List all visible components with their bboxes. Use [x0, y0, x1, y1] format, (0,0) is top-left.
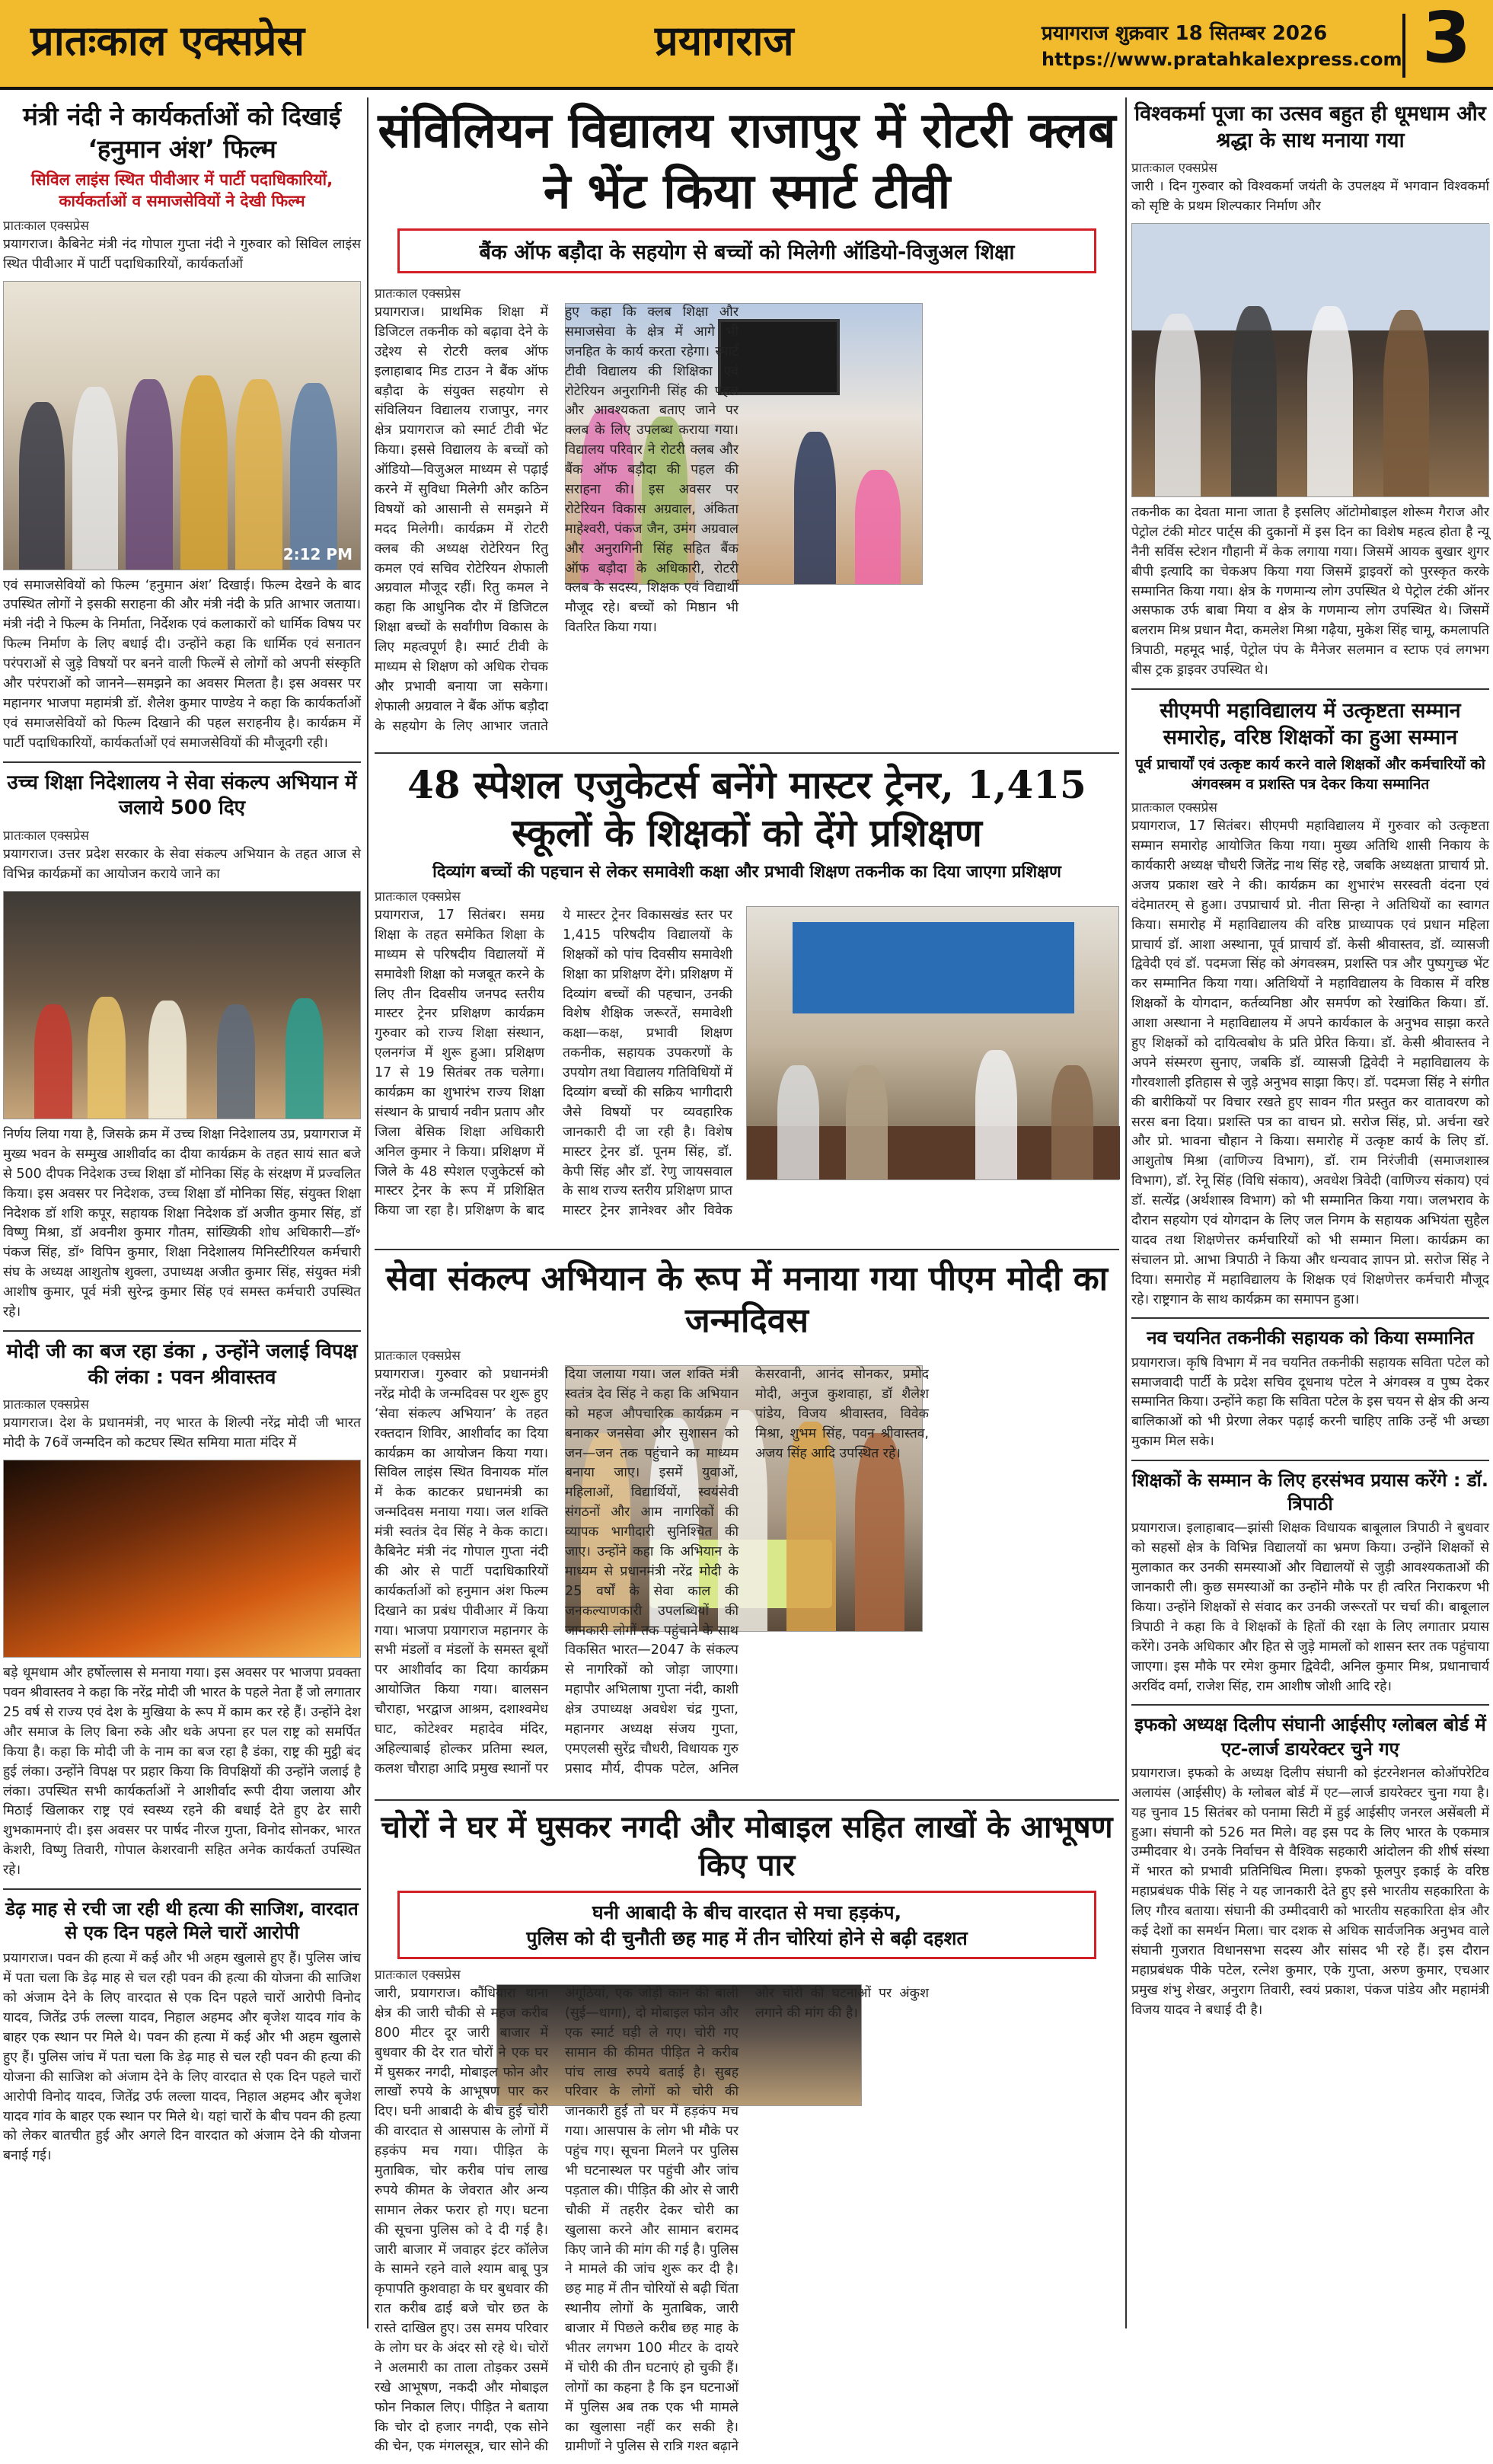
byline: प्रातःकाल एक्सप्रेस [375, 889, 461, 905]
byline: प्रातःकाल एक्सप्रेस [3, 218, 89, 234]
photo-film-screening [3, 281, 361, 570]
boxed-deck [397, 1891, 1096, 1959]
headline: मंत्री नंदी ने कार्यकर्ताओं को दिखाई ‘हनुमान अंश’ फिल्म [23, 101, 341, 164]
byline: प्रातःकाल एक्सप्रेस [1131, 800, 1217, 816]
article-body: निर्णय लिया गया है, जिसके क्रम में उच्च शिक्षा निदेशालय उप्र, प्रयागराज में मुख्य भवन के सम्मुख आशीर्वाद का दीया कार्यक्रम के तहत सायं सात बजे से 500 दीपक निदेशक उच्च शिक्षा डॉ मोनिका सिंह के संरक्षण में प्रज्वलित किया। इस अवसर पर निदेशक, उच्च शिक्षा डॉ मोनिका सिंह, संयुक्त शिक्षा निदेशक डॉ शशि कपूर, सहायक शिक्षा निदेशक डॉ अजीत कुमार सिंह, डॉ विष्णु मिश्रा, डॉ अवनीश कुमार गौतम, सांख्यिकी शोध अधिकारी—डॉ॰ पंकज सिंह, डॉ॰ विपिन कुमार, शिक्षा निदेशालय मिनिस्टीरियल कर्मचारी संघ के अध्यक्ष आशुतोष शुक्ला, उपाध्यक्ष अजीत कुमार सिंह, संयुक्त मंत्री आशीष कुमार, पूर्व मंत्री सुरेन्द्र कुमार सिंह एवं समस्त कर्मचारी उपस्थित रहे। [3, 1126, 361, 1320]
headline: चोरों ने घर में घुसकर नगदी और मोबाइल सहित लाखों के आभूषण किए पार [381, 1809, 1113, 1883]
headline: मोदी जी का बज रहा डंका , उन्होंने जलाई विपक्ष की लंका : पवन श्रीवास्तव [6, 1339, 358, 1389]
masthead-divider [1402, 14, 1405, 78]
article-teachers-honour [1131, 1469, 1489, 1696]
article-technical-assistant [1131, 1326, 1489, 1452]
photo-timestamp: 2:12 PM [282, 544, 353, 563]
headline: उच्च शिक्षा निदेशालय ने सेवा संकल्प अभियान में जलाये 500 दिए [7, 771, 357, 820]
article-cmp-honour [1131, 697, 1489, 1310]
boxed-deck: बैंक ऑफ बड़ौदा के सहयोग से बच्चों को मिलेगी ऑडियो-विजुअल शिक्षा [397, 228, 1096, 273]
deck: सिविल लाइंस स्थित पीवीआर में पार्टी पदाधिकारियों, कार्यकर्ताओं व समाजसेवियों ने देखी फिल्म [30, 170, 333, 210]
center-column [375, 101, 1119, 2455]
article-theft [375, 1808, 1119, 2464]
article-body: एवं समाजसेवियों को फिल्म ‘हनुमान अंश’ दिखाई। फिल्म देखने के बाद उपस्थित लोगों ने इसकी सराहना की और मंत्री नंदी के प्रति आभार जताया। मंत्री नंदी ने फिल्म के निर्माता, निर्देशक एवं कलाकारों को धार्मिक विषय पर फिल्म निर्माण के लिए बधाई दी। उन्होंने कहा कि धार्मिक एवं सनातन परंपराओं से जुड़े विषयों पर बनने वाली फिल्में से लोगों को अपनी संस्कृति और परंपराओं को जानने—समझने का अवसर मिलता है। इस अवसर पर महानगर भाजपा महामंत्री डॉ. शैलेश कुमार पाण्डेय ने कहा कि कार्यकर्ताओं एवं समाजसेवियों को फिल्म दिखाने की पहल सराहनीय है। कार्यक्रम में पार्टी पदाधिकारियों, कार्यकर्ताओं एवं समाजसेवियों की मौजूदगी रही। [3, 577, 361, 751]
divider [1131, 1704, 1489, 1706]
headline: सेवा संकल्प अभियान के रूप में मनाया गया पीएम मोदी का जन्मदिवस [385, 1259, 1109, 1340]
headline: इफको अध्यक्ष दिलीप संघानी आईसीए ग्लोबल बोर्ड में एट-लार्ज डायरेक्टर चुने गए [1134, 1714, 1486, 1760]
photo-diya-celebration [3, 1460, 361, 1658]
photo-training-session [746, 906, 1119, 1180]
article-vishwakarma-puja [1131, 101, 1489, 681]
headline: शिक्षकों के सम्मान के लिए हरसंभव प्रयास करेंगे : डॉ. त्रिपाठी [1131, 1470, 1489, 1515]
article-body: प्रयागराज, 17 सितंबर। समग्र शिक्षा के तहत समेकित शिक्षा के माध्यम से परिषदीय विद्यालयों में समावेशी शिक्षा को मजबूत करने के लिए तीन दिवसीय जनपद स्तरीय मास्टर ट्रेनर प्रशिक्षण कार्यक्रम गुरुवार को राज्य शिक्षा संस्थान, एलनगंज में शुरू हुआ। प्रशिक्षण 17 से 19 सितंबर तक चलेगा। कार्यक्रम का शुभारंभ राज्य शिक्षा संस्थान के प्राचार्य नवीन प्रताप और जिला बेसिक शिक्षा अधिकारी अनिल कुमार ने किया। प्रशिक्षण में जिले के 48 स्पेशल एजुकेटर्स को मास्टर ट्रेनर के रूप में प्रशिक्षित किया जा रहा है। प्रशिक्षण के बाद ये मास्टर ट्रेनर विकासखंड स्तर पर 1,415 परिषदीय विद्यालयों के शिक्षकों को पांच दिवसीय समावेशी शिक्षा का प्रशिक्षण देंगे। प्रशिक्षण में दिव्यांग बच्चों की पहचान, उनकी विशेष शैक्षिक जरूरतें, समावेशी कक्षा—कक्ष, प्रभावी शिक्षण तकनीक, सहायक उपकरणों के उपयोग तथा विद्यालय गतिविधियों में दिव्यांग बच्चों की सक्रिय भागीदारी जैसे विषयों पर व्यवहारिक जानकारी दी जा रही है। विशेष मास्टर ट्रेनर डॉ. पूनम सिंह, डॉ. केपी सिंह और डॉ. रेणु जायसवाल के साथ राज्य स्तरीय प्रशिक्षण प्राप्त मास्टर ट्रेनर ज्ञानेश्वर और विवेक [375, 908, 732, 1219]
divider [3, 761, 361, 763]
article-body: तकनीक का देवता माना जाता है इसलिए ऑटोमोबाइल शोरूम गैराज और पेट्रोल टंकी मोटर पार्ट्स की दुकानों में इस दिन का विशेष महत्व होता है न्यू नैनी सर्विस स्टेशन गौहानी में केक लगाया गया। जिसमें आयक बुखार शुगर बीपी इत्यादि का चेकअप किया गया जिसमें ड्राइवरों को पुरस्कृत करके सम्मानित किया गया। क्षेत्र के गणमान्य लोग उपस्थित थे पेट्रोल टंकी ऑनर असफाक उर्फ बाबा मिया व क्षेत्र के गणमान्य लोग उपस्थित थे। जिसमें बलराम मिश्र प्रधान मैदा, कमलेश मिश्रा गढ़ैया, मुकेश सिंह चामू, कमलापति त्रिपाठी, महमूद भाई, पेट्रोल पंप के मैनेजर सलमान व स्टाफ एवं लगभग बीस ट्रक ड्राइवर उपस्थित थे। [1131, 504, 1489, 678]
article-lead: प्रयागराज। उत्तर प्रदेश सरकार के सेवा संकल्प अभियान के तहत आज से विभिन्न कार्यक्रमों का आयोजन कराये जाने का [3, 847, 361, 883]
photo-diya-lighting [3, 891, 361, 1119]
article-body: प्रयागराज। इलाहाबाद—झांसी शिक्षक विधायक बाबूलाल त्रिपाठी ने बुधवार को सहसों क्षेत्र के विभिन्न विद्यालयों का भ्रमण किया। उन्होंने शिक्षकों से मुलाकात कर उनकी समस्याओं और विद्यालयों से जुड़ी आवश्यकताओं की जानकारी ली। कुछ समस्याओं का उन्होंने मौके पर ही त्वरित निराकरण भी किया। उन्होंने शिक्षकों से संवाद कर उनकी जरूरतों पर चर्चा की। बाबूलाल त्रिपाठी ने कहा कि वे शिक्षकों के हितों की रक्षा के लिए लगातार प्रयास करेंगे। उनके अधिकार और हित से जुड़े मामलों को शासन स्तर तक पहुंचाया जाएगा। इस मौके पर रमेश कुमार द्विवेदी, अनिल कुमार मिश्र, प्रधानाचार्य अरविंद वर्मा, राजेश सिंह, राम आशीष जोशी आदि रहे। [1131, 1521, 1489, 1694]
article-body: प्रयागराज। गुरुवार को प्रधानमंत्री नरेंद्र मोदी के जन्मदिवस पर शुरू हुए ‘सेवा संकल्प अभियान’ के तहत रक्तदान शिविर, आशीर्वाद का दिया कार्यक्रम का आयोजन किया गया। सिविल लाइंस स्थित विनायक मॉल में केक काटकर प्रधानमंत्री का जन्मदिवस मनाया गया। जल शक्ति मंत्री स्वतंत्र देव सिंह ने केक काटा। कैबिनेट मंत्री नंद गोपाल गुप्ता नंदी की ओर से पार्टी पदाधिकारियों कार्यकर्ताओं को हनुमान अंश फिल्म दिखाने का प्रबंध पीवीआर में किया गया। भाजपा प्रयागराज महानगर के सभी मंडलों व मंडलों के समस्त बूथों पर आशीर्वाद का दिया कार्यक्रम आयोजित किया गया। बालसन चौराहा, भरद्वाज आश्रम, दशाश्वमेध घाट, कोटेश्वर महादेव मंदिर, अहिल्याबाई होल्कर प्रतिमा स्थल, कलश चौराहा आदि प्रमुख स्थानों पर दिया जलाया गया। जल शक्ति मंत्री स्वतंत्र देव सिंह ने कहा कि अभियान को महज औपचारिक कार्यक्रम न बनाकर जनसेवा और सुशासन को जन—जन तक पहुंचाने का माध्यम बनाया जाए। इसमें युवाओं, महिलाओं, विद्यार्थियों, स्वयंसेवी संगठनों और आम नागरिकों की व्यापक भागीदारी सुनिश्चित की जाए। उन्होंने कहा कि अभियान के माध्यम से प्रधानमंत्री नरेंद्र मोदी के 25 वर्षों के सेवा काल की जनकल्याणकारी उपलब्धियों की जानकारी लोगों तक पहुंचाने के साथ विकसित भारत—2047 के संकल्प से नागरिकों को जोड़ा जाएगा। महापौर अभिलाषा गुप्ता नंदी, काशी क्षेत्र उपाध्यक्ष अवधेश चंद्र गुप्ता, महानगर अध्यक्ष संजय गुप्ता, एमएलसी सुरेंद्र चौधरी, विधायक गुरु प्रसाद मौर्य, दीपक पटेल, अनिल केसरवानी, आनंद सोनकर, प्रमोद मोदी, अनुज कुशवाहा, डॉ शैलेश पांडेय, विजय श्रीवास्तव, विवेक मिश्रा, शुभम सिंह, पवन श्रीवास्तव, अजय सिंह आदि उपस्थित रहे। [375, 1367, 929, 1776]
right-column [1131, 101, 1489, 2332]
headline: 48 स्पेशल एजुकेटर्स बनेंगे मास्टर ट्रेनर, 1,415 स्कूलों के शिक्षकों को देंगे प्रशिक्षण [407, 762, 1086, 855]
headline: नव चयनित तकनीकी सहायक को किया सम्मानित [1147, 1327, 1474, 1349]
article-hanuman-film [3, 101, 361, 754]
divider [1131, 1460, 1489, 1461]
lead-headline: संविलियन विद्यालय राजापुर में रोटरी क्लब ने भेंट किया स्मार्ट टीवी [378, 102, 1116, 220]
article-body: प्रयागराज। इफको के अध्यक्ष दिलीप संघानी को इंटरनेशनल कोऑपरेटिव अलायंस (आईसीए) के ग्लोबल बोर्ड में एट—लार्ज डायरेक्टर चुना गया है। यह चुनाव 15 सितंबर को पनामा सिटी में हुई आईसीए जनरल असेंबली में हुआ। संघानी को 526 मत मिले। वह इस पद के लिए भारत के एकमात्र उम्मीदवार थे। उनके निर्वाचन से वैश्विक सहकारी आंदोलन की शीर्ष संस्था में भारत को प्रभावी प्रतिनिधित्व मिला। इफको फूलपुर इकाई के वरिष्ठ महाप्रबंधक पीके सिंह ने यह जानकारी देते हुए इसे भारतीय सहकारिता के लिए गौरव बताया। संघानी की उम्मीदवारी को भारतीय सहकारिता क्षेत्र और कई देशों का समर्थन मिला। चार दशक से अधिक सार्वजनिक अनुभव वाले संघानी गुजरात विधानसभा सदस्य और सांसद भी रहे हैं। इस दौरान महाप्रबंधक पीके पटेल, रत्नेश कुमार, एके गुप्ता, अरुण कुमार, एचआर प्रमुख शंभु शेखर, अनुराग तिवारी, स्वयं प्रकाश, पंकज पांडेय और महामंत्री विजय यादव ने बधाई दी है। [1131, 1765, 1489, 2018]
byline: प्रातःकाल एक्सप्रेस [3, 1397, 89, 1413]
paper-name: प्रातःकाल एक्सप्रेस [30, 17, 305, 65]
byline: प्रातःकाल एक्सप्रेस [375, 286, 461, 302]
article-iffco-ica [1131, 1713, 1489, 2020]
page-number: 3 [1422, 0, 1472, 78]
article-lead: प्रयागराज। देश के प्रधानमंत्री, नए भारत के शिल्पी नरेंद्र मोदी जी भारत मोदी के 76वें जन्मदिन को कटघर स्थित समिया माता मंदिर में [3, 1416, 361, 1451]
divider [375, 1249, 1119, 1250]
headline: सीएमपी महाविद्यालय में उत्कृष्टता सम्मान समारोह, वरिष्ठ शिक्षकों का हुआ सम्मान [1160, 698, 1461, 750]
city-name: प्रयागराज [655, 17, 794, 65]
article-body: जारी, प्रयागराज। कौंधियारा थाना क्षेत्र की जारी चौकी से महज करीब 800 मीटर दूर जारी बाजार में बुधवार की देर रात चोरों ने एक घर में घुसकर नगदी, मोबाइल फोन और लाखों रुपये के आभूषण पार कर दिए। घनी आबादी के बीच हुई चोरी की वारदात से आसपास के लोगों में हड़कंप मच गया। पीड़ित के मुताबिक, चोर करीब पांच लाख रुपये कीमत के जेवरात और अन्य सामान लेकर फरार हो गए। घटना की सूचना पुलिस को दे दी गई है। जारी बाजार में जवाहर इंटर कॉलेज के सामने रहने वाले श्याम बाबू पुत्र कृपापति कुशवाहा के घर बुधवार की रात करीब ढाई बजे चोर छत के रास्ते दाखिल हुए। उस समय परिवार के लोग घर के अंदर सो रहे थे। चोरों ने अलमारी का ताला तोड़कर उसमें रखे आभूषण, नकदी और मोबाइल फोन निकाल लिए। पीड़ित ने बताया कि चोर दो हजार नगदी, एक सोने की चेन, एक मंगलसूत्र, चार सोने की अंगूठियां, एक जोड़ी कान की बाली (सुई—धागा), दो मोबाइल फोन और एक स्मार्ट घड़ी ले गए। चोरी गए सामान की कीमत पीड़ित ने करीब पांच लाख रुपये बताई है। सुबह परिवार के लोगों को चोरी की जानकारी हुई तो घर में हड़कंप मच गया। आसपास के लोग भी मौके पर पहुंच गए। सूचना मिलने पर पुलिस भी घटनास्थल पर पहुंची और जांच पड़ताल की। पीड़ित की ओर से जारी चौकी में तहरीर देकर चोरी का खुलासा करने और सामान बरामद किए जाने की मांग की गई है। पुलिस ने मामले की जांच शुरू कर दी है। छह माह में तीन चोरियों से बढ़ी चिंता स्थानीय लोगों के मुताबिक, जारी बाजार में पिछले करीब छह माह के भीतर लगभग 100 मीटर के दायरे में चोरी की तीन घटनाएं हो चुकी हैं। लोगों का कहना है कि इन घटनाओं में पुलिस अब तक एक भी मामले का खुलासा नहीं कर सकी है। ग्रामीणों ने पुलिस से रात्रि गश्त बढ़ाने और चोरी की घटनाओं पर अंकुश लगाने की मांग की है। [375, 1986, 929, 2455]
divider [375, 1799, 1119, 1801]
headline: डेढ़ माह से रची जा रही थी हत्या की साजिश, वारदात से एक दिन पहले मिले चारों आरोपी [5, 1898, 359, 1944]
divider [1131, 688, 1489, 690]
article-body: प्रयागराज। पवन की हत्या में कई और भी अहम खुलासे हुए हैं। पुलिस जांच में पता चला कि डेढ़ माह से चल रही पवन की हत्या की योजना की साजिश को अंजाम देने के लिए वारदात से एक दिन पहले चारों आरोपी विनोद यादव, जितेंद्र उर्फ लल्ला यादव, निहाल अहमद और बृजेश यादव गांव के बाहर एक स्थान पर मिले थे। पवन की हत्या में कई और भी अहम खुलासे हुए हैं। पुलिस जांच में पता चला कि डेढ़ माह से चल रही पवन की हत्या की योजना की साजिश को अंजाम देने के लिए वारदात से एक दिन पहले चारों आरोपी विनोद यादव, जितेंद्र उर्फ लल्ला यादव, निहाल अहमद और बृजेश यादव गांव के बाहर एक स्थान पर मिले थे। यहां चारों के बीच पवन की हत्या को लेकर बातचीत हुई और अगले दिन वारदात को अंजाम देने की योजना बनाई गई। [3, 1951, 361, 2164]
divider [3, 1888, 361, 1890]
divider [375, 752, 1119, 754]
article-lead: प्रयागराज। कैबिनेट मंत्री नंद गोपाल गुप्ता नंदी ने गुरुवार को सिविल लाइंस स्थित पीवीआर में पार्टी पदाधिकारियों, कार्यकर्ताओं [3, 236, 361, 272]
website-url[interactable]: https://www.pratahkalexpress.com [1042, 49, 1402, 70]
article-deepotsav [3, 771, 361, 1323]
article-body: प्रयागराज, 17 सितंबर। सीएमपी महाविद्यालय में गुरुवार को उत्कृष्टता सम्मान समारोह आयोजित किया गया। मुख्य अतिथि शासी निकाय के कार्यकारी अध्यक्ष चौधरी जितेंद्र नाथ सिंह रहे, जबकि अध्यक्षता प्राचार्य प्रो. अजय प्रकाश खरे ने की। कार्यक्रम का शुभारंभ सरस्वती वंदना एवं वंदेमातरम् से हुआ। उपप्राचार्य प्रो. नीता सिन्हा ने अतिथियों का स्वागत किया। समारोह में महाविद्यालय की वरिष्ठ प्राध्यापक एवं प्रधान महिला प्राचार्य डॉ. आशा अस्थाना, पूर्व प्राचार्य डॉ. केसी श्रीवास्तव, डॉ. व्यासजी द्विवेदी एवं डॉ. पदमजा सिंह को अंगवस्त्रम, प्रशस्ति पत्र और पुष्पगुच्छ भेंट कर सम्मानित किया गया। अतिथियों ने महाविद्यालय के विकास में वरिष्ठ शिक्षकों के योगदान, कर्तव्यनिष्ठा और समर्पण को रेखांकित किया। डॉ. आशा अस्थाना ने महाविद्यालय में अपने कार्यकाल के अनुभव साझा करते हुए शिक्षकों को दायित्वबोध के प्रति प्रेरित किया। डॉ. केसी श्रीवास्तव ने अपने संस्मरण सुनाए, जबकि डॉ. व्यासजी द्विवेदी ने महाविद्यालय के गौरवशाली इतिहास से जुड़े अनुभव साझा किए। डॉ. पदमजा सिंह ने संगीत की बारीकियों पर विचार रखते हुए सावन गीत प्रस्तुत कर वातावरण को सरस बना दिया। प्रशस्ति पत्र का वाचन प्रो. सरोज सिंह, प्रो. अर्चना खरे और प्रो. भावना चौहान ने किया। समारोह में उत्कृष्ट कार्य के लिए डॉ. आशुतोष मिश्रा (वाणिज्य विभाग), डॉ. राम निरंजीवी (समाजशास्त्र विभाग), डॉ. रेनू सिंह (विधि संकाय), अवधेश त्रिवेदी (वाणिज्य संकाय) एवं डॉ. सत्येंद्र (अर्थशास्त्र विभाग) को भी सम्मानित किया गया। जलभराव के दौरान सहयोग एवं योगदान के लिए जल निगम के सहायक अभियंता सुहैल यादव तथा शिक्षणेत्तर कर्मचारियों को भी सम्मान मिला। कार्यक्रम का संचालन प्रो. आभा त्रिपाठी ने किया और धन्यवाद ज्ञापन प्रो. सरोज सिंह ने दिया। समारोह में महाविद्यालय के शिक्षक एवं शिक्षणेत्तर कर्मचारी मौजूद रहे। राष्ट्रगान के साथ कार्यक्रम का समापन हुआ। [1131, 819, 1489, 1307]
article-body: प्रयागराज। कृषि विभाग में नव चयनित तकनीकी सहायक सविता पटेल को समाजवादी पार्टी के प्रदेश सचिव दूधनाथ पटेल ने अंगवस्त्र व पुष्प देकर सम्मानित किया। उन्होंने कहा कि सविता पटेल के इस चयन से क्षेत्र की अन्य बालिकाओं को भी प्रेरणा लेकर पढ़ाई करनी चाहिए ताकि उन्हें भी अच्छा मुकाम मिल सके। [1131, 1355, 1489, 1450]
byline: प्रातःकाल एक्सप्रेस [375, 1348, 461, 1364]
deck: पूर्व प्राचार्यों एवं उत्कृष्ट कार्य करने वाले शिक्षकों और कर्मचारियों को अंगवस्त्रम व प्रशस्ति पत्र देकर किया सम्मानित [1135, 756, 1485, 793]
deck-line-2: पुलिस को दी चुनौती छह माह में तीन चोरियां होने से बढ़ी दहशत [526, 1927, 968, 1949]
divider [1131, 1317, 1489, 1319]
column-divider [1125, 97, 1127, 2328]
masthead [0, 0, 1493, 90]
article-modi-birthday [375, 1258, 1119, 1792]
divider [3, 1330, 361, 1332]
byline: प्रातःकाल एक्सप्रेस [1131, 161, 1217, 177]
article-murder-conspiracy [3, 1897, 361, 2166]
article-lead: जारी । दिन गुरुवार को विश्वकर्मा जयंती के उपलक्ष्य में भगवान विश्वकर्मा को सृष्टि के प्रथम शिल्पकार निर्माण और [1131, 179, 1489, 215]
headline: विश्वकर्मा पूजा का उत्सव बहुत ही धूमधाम और श्रद्धा के साथ मनाया गया [1134, 102, 1486, 153]
byline: प्रातःकाल एक्सप्रेस [375, 1968, 461, 1983]
article-rotary-smart-tv [375, 101, 1119, 745]
dateline: प्रयागराज शुक्रवार 18 सितम्बर 2026 [1042, 22, 1328, 45]
photo-vishwakarma-puja [1131, 223, 1489, 497]
deck-line-1: घनी आबादी के बीच वारदात से मचा हड़कंप, [592, 1901, 902, 1923]
article-body: प्रयागराज। प्राथमिक शिक्षा में डिजिटल तकनीक को बढ़ावा देने के उद्देश्य से रोटरी क्लब ऑफ इलाहाबाद मिड टाउन ने बैंक ऑफ बड़ौदा के संयुक्त सहयोग से संविलियन विद्यालय राजापुर, नगर क्षेत्र प्रयागराज को स्मार्ट टीवी भेंट किया। इससे विद्यालय के बच्चों को ऑडियो—विजुअल माध्यम से पढ़ाई करने में सुविधा मिलेगी और कठिन विषयों को आसानी से समझने में मदद मिलेगी। कार्यक्रम में रोटरी क्लब की अध्यक्ष रोटेरियन रितु कमल एवं सचिव रोटेरियन शेफाली अग्रवाल मौजूद रहीं। रितु कमल ने कहा कि आधुनिक दौर में डिजिटल शिक्षा बच्चों के सर्वांगीण विकास के लिए महत्वपूर्ण है। स्मार्ट टीवी के माध्यम से शिक्षण को अधिक रोचक और प्रभावी बनाया जा सकेगा। शेफाली अग्रवाल ने बैंक ऑफ बड़ौदा के सहयोग के लिए आभार जताते हुए कहा कि क्लब शिक्षा और समाजसेवा के क्षेत्र में आगे भी जनहित के कार्य करता रहेगा। स्मार्ट टीवी विद्यालय की शिक्षिका एवं रोटेरियन अनुरागिनी सिंह की पहल और आवश्यकता बताए जाने पर क्लब के लिए उपलब्ध कराया गया। विद्यालय परिवार ने रोटरी क्लब और बैंक ऑफ बड़ौदा की पहल की सराहना की। इस अवसर पर रोटेरियन विकास अग्रवाल, अंकिता माहेश्वरी, पंकज जैन, उमंग अग्रवाल और अनुरागिनी सिंह सहित बैंक ऑफ बड़ौदा के अधिकारी, रोटरी क्लब के सदस्य, शिक्षक एवं विद्यार्थी मौजूद रहे। बच्चों को मिष्ठान भी वितरित किया गया। [375, 305, 739, 734]
column-divider [367, 97, 368, 2328]
left-column [3, 101, 361, 2332]
article-body: बड़े धूमधाम और हर्षोल्लास से मनाया गया। इस अवसर पर भाजपा प्रवक्ता पवन श्रीवास्तव ने कहा कि नरेंद्र मोदी जी भारत के पहले नेता हैं जो लगातार 25 वर्ष से राज्य एवं देश के मुखिया के रूप में काम कर रहे हैं। उन्होंने देश और समाज के लिए बिना रुके और थके अपना हर पल राष्ट्र को समर्पित किया है। कहा कि मोदी जी के नाम का बज रहा है डंका, राष्ट्र की मुट्ठी बंद हुई लंका। उन्होंने विपक्ष पर प्रहार किया कि विपक्षियों की उन्होंने जलाई है लंका। उपस्थित सभी कार्यकर्ताओं ने आशीर्वाद रूपी दीया जलाया और मिठाई खिलाकर राष्ट्र एवं स्वस्थ्य रहने की बधाई देते हुए ढेर सारी शुभकामनाएं दी। इस अवसर पर पार्षद नीरज गुप्ता, विनोद सोनकर, भारत केशरी, विष्णु तिवारी, गोपाल केशरवानी सहित अनेक कार्यकर्ता उपस्थित रहे। [3, 1665, 361, 1878]
deck: दिव्यांग बच्चों की पहचान से लेकर समावेशी कक्षा और प्रभावी शिक्षण तकनीक का दिया जाएगा प्रशिक्षण [432, 863, 1061, 882]
article-modi-danka [3, 1339, 361, 1881]
byline: प्रातःकाल एक्सप्रेस [3, 828, 89, 844]
article-master-trainers [375, 761, 1119, 1241]
